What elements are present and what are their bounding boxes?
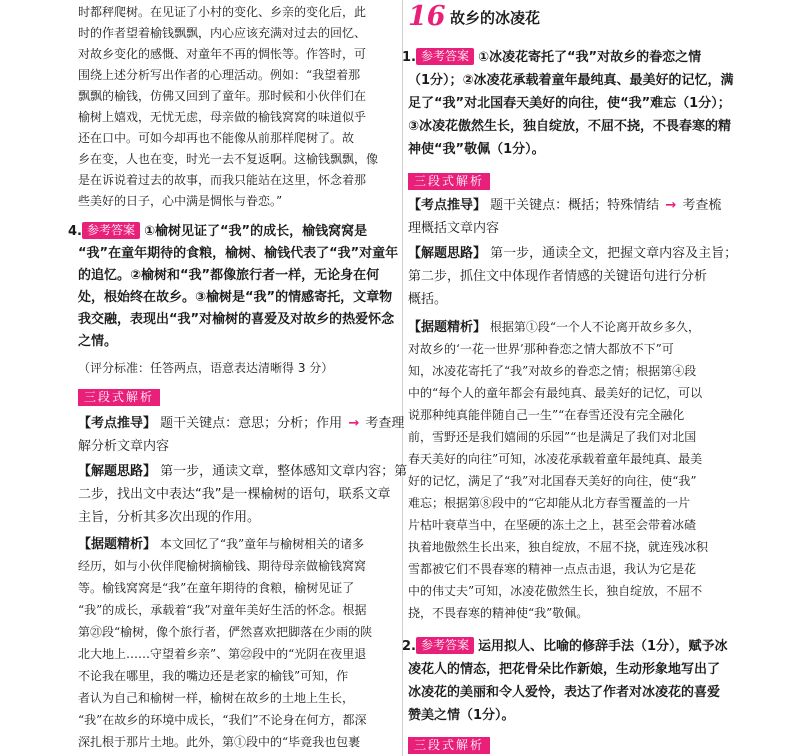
q2-answer-first-line xyxy=(402,637,728,657)
text-line: “我”的成长，承载着“我”对童年美好生活的怀念。根据 xyxy=(78,603,367,617)
analysis-header xyxy=(78,386,160,406)
jingxi-text: 本文回忆了“我”童年与榆树相关的诸多 xyxy=(159,537,365,551)
kaodian-text: 题干关键点：概括；特殊情结 xyxy=(490,198,660,213)
answer-line: “我”在童年期待的食粮，榆树、榆钱代表了“我”对童年 xyxy=(78,246,399,261)
q1-answer-first-line xyxy=(402,48,701,68)
text-line: 第㉑段“榆树，像个旅行者，俨然喜欢把脚落在少雨的陕 xyxy=(78,625,373,639)
text-line: 对故乡的‘一花一世界’那种眷恋之情大都放不下”可 xyxy=(408,342,674,356)
text-line: 围绕上述分析写出作者的心理活动。例如：“我望着那 xyxy=(78,68,361,82)
text-line: “我”在故乡的环境中成长，“我们”不论身在何方，都深 xyxy=(78,713,367,727)
jingxi-text: 根据第①段“一个人不论离开故乡多久， xyxy=(489,320,700,334)
text-line: 难忘；根据第⑧段中的“它却能从北方春雪覆盖的一片 xyxy=(408,496,691,510)
answer-line: ③冰凌花傲然生长，独自绽放，不屈不挠，不畏春寒的精 xyxy=(408,119,732,134)
arrow-right-icon: → xyxy=(665,198,677,213)
text-line: 雪都被它们不畏春寒的精神一点点击退，我认为它是花 xyxy=(408,562,697,576)
scoring-note: （评分标准：任答两点，语意表达清晰得 3 分） xyxy=(78,361,334,375)
q4-answer-first-line xyxy=(68,222,367,242)
silu-label: 【解题思路】 xyxy=(78,464,157,479)
text-line: 理概括文章内容 xyxy=(408,221,500,236)
text-line: 春天美好的向往”可知，冰凌花承载着童年最纯真、最美 xyxy=(408,452,703,466)
silu-line xyxy=(408,244,737,264)
analysis-header xyxy=(408,734,490,754)
question-number: 4. xyxy=(68,224,82,239)
text-line: 深扎根于那片土地。此外，第①段中的“毕竟我也包裹 xyxy=(78,735,361,749)
text-line: 前，雪野还是我们嬉闹的乐园”“也是满足了我们对北国 xyxy=(408,430,697,444)
kaodian-label: 【考点推导】 xyxy=(78,416,157,431)
silu-line xyxy=(78,462,407,482)
kaodian-label: 【考点推导】 xyxy=(408,198,487,213)
analysis-tag: 三段式解析 xyxy=(408,173,490,190)
jingxi-label: 【据题精析】 xyxy=(408,320,487,335)
text-line: 是在诉说着过去的故事，而我只能站在这里，怀念着那 xyxy=(78,173,367,187)
text-line: 时都秤爬树。在见证了小村的变化、乡亲的变化后，此 xyxy=(78,5,367,19)
text-line: 还在口中。可如今却再也不能像从前那样爬树了。故 xyxy=(78,131,355,145)
answer-line: 神使“我”敬佩（1分）。 xyxy=(408,142,545,157)
answer-line: 凌花人的情态，把花骨朵比作新娘，生动形象地写出了 xyxy=(408,662,721,677)
jingxi-line xyxy=(78,534,364,555)
answer-text: ①冰凌花寄托了“我”对故乡的眷恋之情 xyxy=(478,50,702,65)
kaodian-line xyxy=(78,414,404,434)
answer-line: 冰凌花的美丽和令人爱怜，表达了作者对冰凌花的喜爱 xyxy=(408,685,721,700)
analysis-tag: 三段式解析 xyxy=(408,737,490,754)
answer-line: 赞美之情（1分）。 xyxy=(408,708,515,723)
text-line: 者认为自己和榆树一样，榆树在故乡的土地上生长， xyxy=(78,691,355,705)
kaodian-line xyxy=(408,196,721,216)
answer-line: 足了“我”对北国春天美好的向往，使“我”难忘（1分）； xyxy=(408,96,731,111)
text-line: 中的伟丈夫”可知，冰凌花傲然生长，独自绽放，不屈不 xyxy=(408,584,703,598)
answer-line: 之情。 xyxy=(78,334,118,349)
text-line: 对故乡变化的感慨、对童年不再的惆怅等。作答时，可 xyxy=(78,47,367,61)
text-line: 飘飘的榆钱，仿佛又回到了童年。那时候和小伙伴们在 xyxy=(78,89,367,103)
answer-tag: 参考答案 xyxy=(416,48,474,65)
answer-text: ①榆树见证了“我”的成长，榆钱窝窝是 xyxy=(144,224,368,239)
text-line: 些美好的日子，心中满是惆怅与眷恋。” xyxy=(78,194,283,208)
analysis-tag: 三段式解析 xyxy=(78,389,160,406)
kaodian-tail: 考查梳 xyxy=(682,198,722,213)
silu-label: 【解题思路】 xyxy=(408,246,487,261)
answer-line: 的追忆。②榆树和“我”都像旅行者一样，无论身在何 xyxy=(78,268,380,283)
text-line: 榆树上嬉戏，无忧无虑，母亲做的榆钱窝窝的味道似乎 xyxy=(78,110,367,124)
answer-line: 我交融，表现出“我”对榆树的喜爱及对故乡的热爱怀念 xyxy=(78,312,395,327)
text-line: 执着地傲然生长出来，独自绽放，不屈不挠，就连残冰积 xyxy=(408,540,709,554)
text-line: 中的“每个人的童年都会有最纯真、最美好的记忆，可以 xyxy=(408,386,703,400)
answer-tag: 参考答案 xyxy=(82,222,140,239)
text-line: 说那种纯真能伴随自己一生”“在春雪还没有完全融化 xyxy=(408,408,685,422)
text-line: 不论我在哪里，我的嘴边还是老家的榆钱”可知，作 xyxy=(78,669,349,683)
text-line: 挠，不畏春寒的精神使“我”敬佩。 xyxy=(408,606,589,620)
answer-text: 运用拟人、比喻的修辞手法（1分），赋予冰 xyxy=(478,639,728,654)
silu-text: 第一步，通读文章，整体感知文章内容；第 xyxy=(160,464,408,479)
jingxi-line xyxy=(408,317,700,338)
lesson-number: 16 xyxy=(408,1,446,32)
question-number: 2. xyxy=(402,639,416,654)
text-line: 等。榆钱窝窝是“我”在童年期待的食粮，榆树见证了 xyxy=(78,581,355,595)
text-line: 乡在变，人也在变，时光一去不复返啊。这榆钱飘飘，像 xyxy=(78,152,379,166)
text-line: 二步，找出文中表达“我”是一棵榆树的语句，联系文章 xyxy=(78,487,391,502)
kaodian-text: 题干关键点：意思；分析；作用 xyxy=(160,416,343,431)
text-line: 时的作者望着榆钱飘飘，内心应该充满对过去的回忆、 xyxy=(78,26,367,40)
kaodian-tail: 考查理 xyxy=(365,416,405,431)
silu-text: 第一步，通读全文，把握文章内容及主旨； xyxy=(490,246,738,261)
text-line: 知，冰凌花寄托了“我”对故乡的眷恋之情；根据第④段 xyxy=(408,364,697,378)
question-number: 1. xyxy=(402,50,416,65)
text-line: 片枯叶衰草当中，在坚硬的冻土之上，甚至会带着冰碴 xyxy=(408,518,697,532)
lesson-title: 故乡的冰凌花 xyxy=(450,9,541,27)
text-line: 解分析文章内容 xyxy=(78,439,170,454)
answer-line: （1分）；②冰凌花承载着童年最纯真、最美好的记忆，满 xyxy=(408,73,734,88)
arrow-right-icon: → xyxy=(348,416,360,431)
text-line: 第二步，抓住文中体现作者情感的关键语句进行分析 xyxy=(408,269,708,284)
text-line: 概括。 xyxy=(408,292,448,307)
answer-tag: 参考答案 xyxy=(416,637,474,654)
text-line: 好的记忆，满足了“我”对北国春天美好的向往，使“我” xyxy=(408,474,697,488)
analysis-header xyxy=(408,170,490,190)
text-line: 经历，如与小伙伴爬榆树摘榆钱、期待母亲做榆钱窝窝 xyxy=(78,559,367,573)
text-line: 北大地上……守望着乡亲”、第㉒段中的“光阴在夜里退 xyxy=(78,647,367,661)
answer-line: 处，根始终在故乡。③榆树是“我”的情感寄托，文章物 xyxy=(78,290,393,305)
jingxi-label: 【据题精析】 xyxy=(78,537,157,552)
text-line: 主旨，分析其多次出现的作用。 xyxy=(78,510,261,525)
